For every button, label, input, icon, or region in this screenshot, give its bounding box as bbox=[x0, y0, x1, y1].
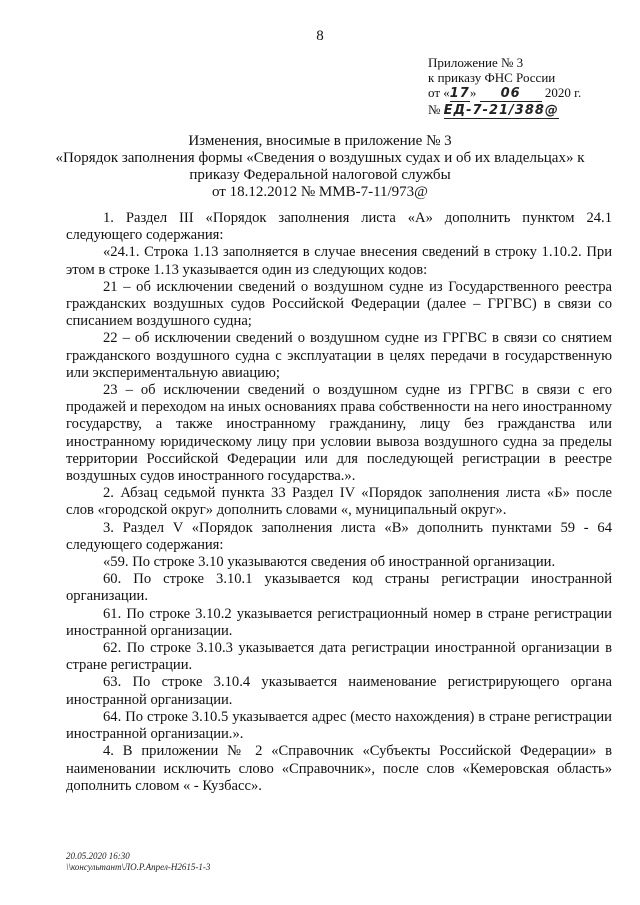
paragraph: 23 – об исключении сведений о воздушном судне из ГРГВС в связи с его продажей и переходом на иных основаниях права собственности на него иностранному государству, а также иностранному гражданину, лицу без гражданства или иностранному юридическому лицу при условии вывоза воздушного судна за пределы территории Российской Федерации или для последующей регистрации в реестре воздушных судов иностранного государства.». bbox=[66, 382, 612, 485]
paragraph: 2. Абзац седьмой пункта 33 Раздел IV «Порядок заполнения листа «Б» после слов «городской округ» дополнить словами «, муниципальный округ». bbox=[66, 485, 612, 519]
paragraph: 64. По строке 3.10.5 указывается адрес (место нахождения) в стране регистрации иностранной организации.». bbox=[66, 708, 612, 743]
paragraph: 60. По строке 3.10.1 указывается код страны регистрации иностранной организации. bbox=[66, 571, 612, 605]
appendix-number bbox=[428, 102, 581, 119]
footer-timestamp: 20.05.2020 16:30 bbox=[66, 851, 130, 861]
paragraph: 3. Раздел V «Порядок заполнения листа «В» дополнить пунктами 59 - 64 следующего содержания: bbox=[66, 519, 612, 553]
paragraph: «59. По строке 3.10 указываются сведения об иностранной организации. bbox=[103, 554, 556, 571]
paragraph: 62. По строке 3.10.3 указывается дата регистрации иностранной организации в стране регистрации. bbox=[66, 640, 612, 674]
paragraph: «24.1. Строка 1.13 заполняется в случае внесения сведений в строку 1.10.2. При этом в строке 1.13 указывается один из следующих кодов: bbox=[66, 244, 612, 278]
date-mid: » bbox=[469, 85, 477, 100]
title-line-1: Изменения, вносимые в приложение № 3 bbox=[188, 133, 452, 149]
paragraph: 61. По строке 3.10.2 указывается регистрационный номер в стране регистрации иностранной организации. bbox=[66, 605, 612, 639]
footer-file-path: \\консультант\ЛО.Р.Апрел-Н2615-1-3 bbox=[66, 862, 211, 872]
appendix-title: Приложение № 3 bbox=[428, 55, 524, 70]
document-title bbox=[40, 133, 600, 201]
paragraph: 4. В приложении № 2 «Справочник «Субъекты Российской Федерации» в наименовании исключить слово «Справочник», после слов «Кемеровская область» дополнить словом « - Кузбасс». bbox=[66, 743, 612, 794]
title-line-4: от 18.12.2012 № ММВ-7-11/973@ bbox=[211, 184, 428, 200]
paragraph: 63. По строке 3.10.4 указывается наименование регистрирующего органа иностранной организации. bbox=[66, 674, 612, 708]
date-prefix: от « bbox=[428, 85, 450, 100]
title-line-3: приказу Федеральной налоговой службы bbox=[189, 167, 451, 183]
paragraph: 22 – об исключении сведений о воздушном судне из ГРГВС в связи со снятием гражданского воздушного судна с эксплуатации в целях передачи в государственную или экспериментальную авиацию; bbox=[66, 330, 612, 381]
document-body bbox=[66, 210, 612, 795]
date-day: 17 bbox=[449, 86, 470, 101]
appendix-header bbox=[428, 55, 581, 119]
paragraph: 21 – об исключении сведений о воздушном судне из Государственного реестра гражданских воздушных судов Российской Федерации (далее – ГРГВС) в связи со списанием воздушного судна; bbox=[66, 278, 612, 330]
title-line-2: «Порядок заполнения формы «Сведения о воздушных судах и об их владельцах» к bbox=[55, 150, 585, 166]
date-month: 06 bbox=[480, 86, 542, 102]
date-year: 2020 г. bbox=[544, 85, 582, 100]
page-number: 8 bbox=[316, 28, 324, 44]
number-value: ЕД-7-21/388@ bbox=[443, 103, 559, 118]
appendix-date bbox=[428, 85, 581, 102]
footer-stamp bbox=[66, 851, 210, 873]
paragraph: 1. Раздел III «Порядок заполнения листа «А» дополнить пунктом 24.1 следующего содержания: bbox=[66, 210, 612, 244]
appendix-order-ref: к приказу ФНС России bbox=[428, 70, 556, 85]
number-prefix: № bbox=[428, 102, 441, 117]
